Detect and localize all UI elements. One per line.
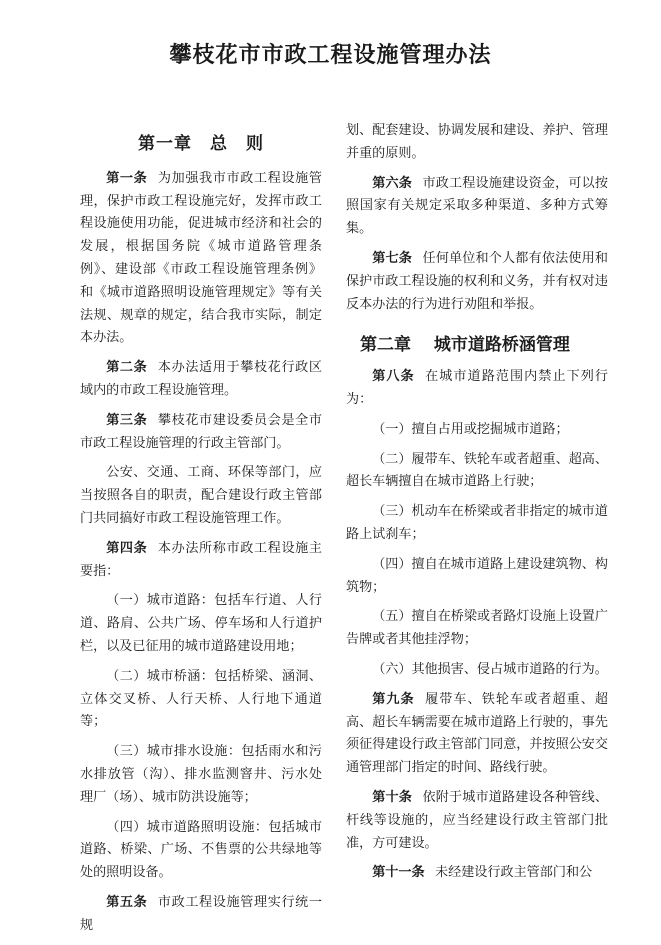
article-paragraph xyxy=(80,357,322,403)
article-paragraph xyxy=(80,410,322,456)
right-article-list-after xyxy=(346,366,608,885)
article-number: 第三条 xyxy=(106,412,148,428)
article-paragraph xyxy=(346,449,608,495)
document-title: 攀枝花市市政工程设施管理办法 xyxy=(169,43,492,68)
article-text: 攀枝花市建设委员会是全市市政工程设施管理的行政主管部门。 xyxy=(80,412,323,451)
article-number: 第十条 xyxy=(372,789,412,805)
article-text: （三）机动车在桥梁或者非指定的城市道路上试刹车； xyxy=(346,504,608,542)
left-column xyxy=(80,120,322,945)
article-paragraph xyxy=(80,817,322,885)
continued-paragraph: 划、配套建设、协调发展和建设、养护、管理并重的原则。 xyxy=(346,123,608,161)
article-paragraph xyxy=(80,590,322,658)
chapter-2-heading: 第二章 城市道路桥涵管理 xyxy=(360,335,570,356)
article-text: （六）其他损害、侵占城市道路的行为。 xyxy=(372,661,608,677)
article-number: 第八条 xyxy=(372,369,415,385)
article-number: 第七条 xyxy=(372,250,412,266)
article-text: （五）擅自在桥梁或者路灯设施上设置广告牌或者其他挂浮物； xyxy=(346,609,608,648)
article-paragraph xyxy=(346,419,608,442)
article-paragraph xyxy=(346,862,608,885)
article-paragraph xyxy=(346,659,608,682)
article-text: （二）城市桥涵：包括桥梁、涵洞、立体交叉桥、人行天桥、人行地下通道等； xyxy=(80,668,322,730)
article-paragraph xyxy=(80,462,322,530)
article-text: 履带车、铁轮车或者超重、超高、超长车辆需要在城市道路上行驶的，事先须征得建设行政主管部门同意，并按照公安交通管理部门指定的时间、路线行驶。 xyxy=(346,691,609,776)
article-number: 第五条 xyxy=(106,894,148,910)
article-number: 第二条 xyxy=(106,360,148,376)
article-paragraph xyxy=(346,787,608,855)
article-paragraph xyxy=(346,366,608,412)
article-number: 第一条 xyxy=(106,170,148,186)
article-paragraph xyxy=(346,248,608,316)
article-text: （三）城市排水设施：包括雨水和污水排放管（沟）、排水监测窨井、污水处理厂（场）、城市防洪设施等； xyxy=(80,744,322,805)
article-paragraph xyxy=(346,173,608,241)
article-paragraph xyxy=(80,892,322,938)
article-paragraph xyxy=(80,666,322,734)
article-text: （四）城市道路照明设施：包括城市道路、桥梁、广场、不售票的公共绿地等处的照明设备。 xyxy=(80,819,322,881)
article-text: 依附于城市道路建设各种管线、杆线等设施的，应当经建设行政主管部门批准，方可建设。 xyxy=(346,789,608,851)
article-text: （二）履带车、铁轮车或者超重、超高、超长车辆擅自在城市道路上行驶； xyxy=(346,451,608,490)
right-article-list-before xyxy=(346,173,608,317)
article-number: 第九条 xyxy=(372,691,415,707)
article-text: 任何单位和个人都有依法使用和保护市政工程设施的权利和义务，并有权对违反本办法的行为进行劝阻和举报。 xyxy=(346,250,608,312)
article-number: 第四条 xyxy=(106,540,148,556)
article-text: 在城市道路范围内禁止下列行为： xyxy=(346,369,609,407)
article-text: （四）擅自在城市道路上建设建筑物、构筑物； xyxy=(346,556,608,595)
article-text: 市政工程设施建设资金，可以按照国家有关规定采取多种渠道、多种方式筹集。 xyxy=(346,175,608,237)
article-paragraph xyxy=(346,606,608,652)
article-number: 第六条 xyxy=(372,175,412,191)
article-paragraph xyxy=(346,554,608,600)
article-text: 公安、交通、工商、环保等部门，应当按照各自的职责，配合建设行政主管部门共同搞好市政工程设施管理工作。 xyxy=(80,465,322,526)
right-column xyxy=(346,120,608,892)
article-text: 未经建设行政主管部门和公 xyxy=(435,865,593,881)
article-text: 为加强我市市政工程设施管理，保护市政工程设施完好，发挥市政工程设施使用功能，促进城市经济和社会的发展，根据国务院《城市道路管理条例》、建设部《市政工程设施管理条例》和《城市道路照明设施管理规定》等有关法规、规章的规定，结合我市实际，制定本办法。 xyxy=(80,170,323,346)
article-paragraph xyxy=(346,689,608,780)
article-text: （一）擅自占用或挖掘城市道路； xyxy=(372,421,569,437)
article-text: 本办法适用于攀枝花行政区域内的市政工程设施管理。 xyxy=(80,360,323,398)
left-article-list xyxy=(80,168,322,938)
article-number: 第十一条 xyxy=(372,865,425,881)
article-paragraph xyxy=(80,168,322,350)
chapter-1-heading: 第一章 总 则 xyxy=(138,134,264,154)
article-text: （一）城市道路：包括车行道、人行道、路肩、公共广场、停车场和人行道护栏，以及已征用的城市道路建设用地； xyxy=(80,593,322,654)
article-paragraph xyxy=(80,538,322,584)
article-paragraph xyxy=(80,741,322,809)
article-paragraph xyxy=(346,501,608,547)
article-text: 本办法所称市政工程设施主要指： xyxy=(80,540,323,579)
article-text: 市政工程设施管理实行统一规 xyxy=(80,894,323,933)
